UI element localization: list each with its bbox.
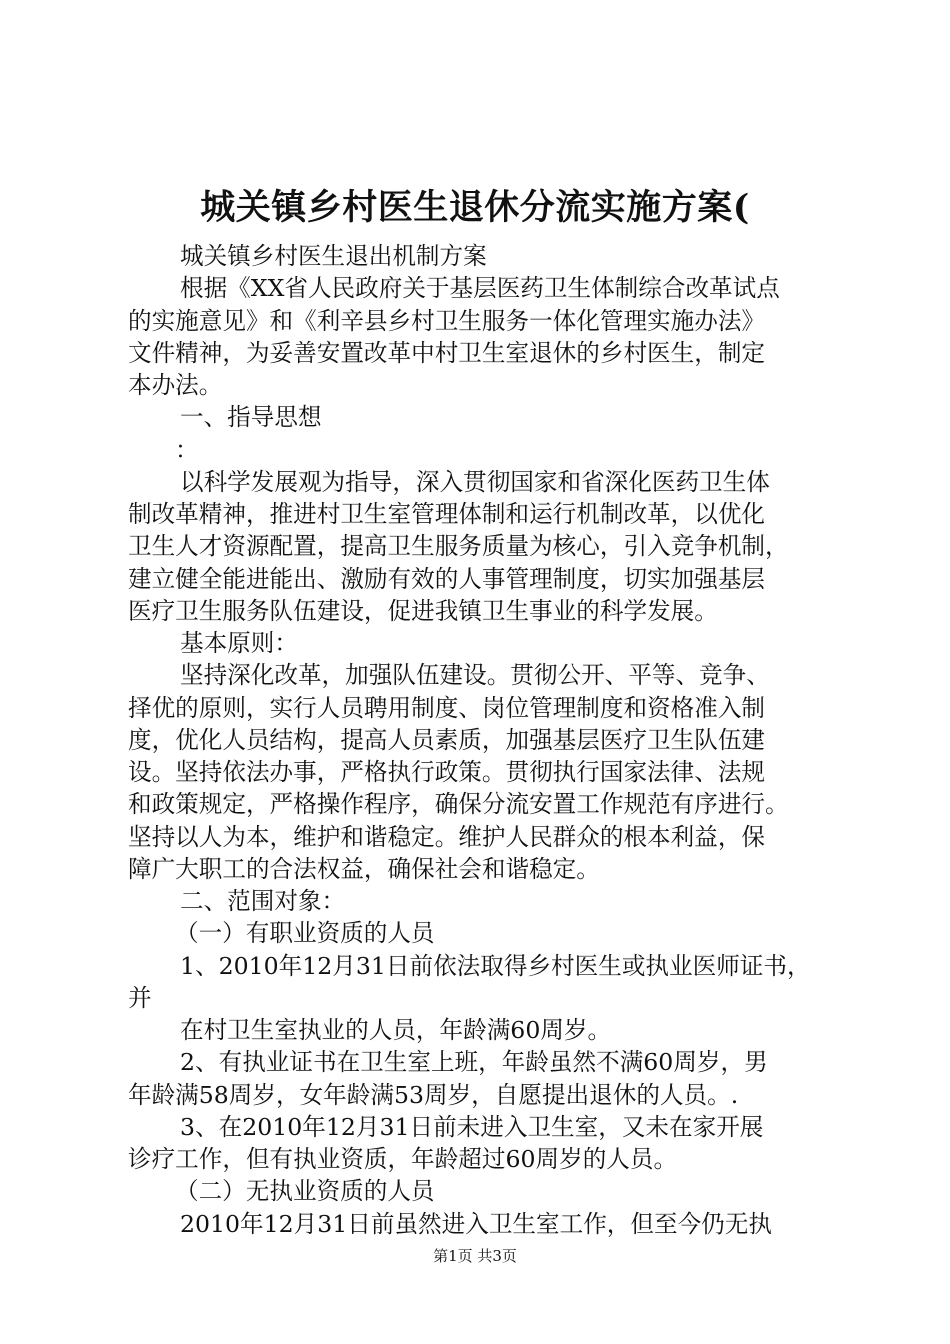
paragraph-line: ： <box>175 435 199 464</box>
paragraph-line: 2、有执业证书在卫生室上班，年龄虽然不满60周岁，男 <box>180 1048 768 1077</box>
document-body <box>128 240 838 1240</box>
paragraph-line: 在村卫生室执业的人员，年龄满60周岁。 <box>180 1016 612 1044</box>
paragraph-line: 城关镇乡村医生退出机制方案 <box>180 242 487 270</box>
paragraph-line: 卫生人才资源配置，提高卫生服务质量为核心，引入竞争机制， <box>128 532 789 561</box>
subsection-heading: （一）有职业资质的人员 <box>175 919 435 948</box>
paragraph-line: 设。坚持依法办事，严格执行政策。贯彻执行国家法律、法规 <box>128 758 766 786</box>
paragraph-line: 诊疗工作，但有执业资质，年龄超过60周岁的人员。 <box>128 1145 678 1173</box>
paragraph-line: 的实施意见》和《利辛县乡村卫生服务一体化管理实施办法》 <box>128 306 766 335</box>
paragraph-line: 障广大职工的合法权益，确保社会和谐稳定。 <box>128 854 600 883</box>
paragraph-line: 坚持深化改革，加强队伍建设。贯彻公开、平等、竞争、 <box>180 661 770 690</box>
section-heading: 二、范围对象： <box>180 887 346 915</box>
document-title: 城关镇乡村医生退休分流实施方案( <box>200 187 750 228</box>
paragraph-line: 制改革精神，推进村卫生室管理体制和运行机制改革，以优化 <box>128 500 766 528</box>
section-heading: 一、指导思想 <box>180 403 322 432</box>
paragraph-line: 医疗卫生服务队伍建设，促进我镇卫生事业的科学发展。 <box>128 596 718 625</box>
paragraph-line: 并 <box>128 983 152 1012</box>
paragraph-line: 本办法。 <box>128 371 223 399</box>
paragraph-line: 年龄满58周岁，女年龄满53周岁，自愿提出退休的人员。. <box>128 1080 739 1109</box>
paragraph-line: 择优的原则，实行人员聘用制度、岗位管理制度和资格准入制 <box>128 693 766 722</box>
paragraph-line: 3、在2010年12月31日前未进入卫生室，又未在家开展 <box>180 1112 764 1141</box>
paragraph-line: 1、2010年12月31日前依法取得乡村医生或执业医师证书， <box>180 951 811 980</box>
section-heading: 基本原则： <box>180 629 298 657</box>
paragraph-line: 2010年12月31日前虽然进入卫生室工作，但至今仍无执 <box>180 1209 772 1238</box>
paragraph-line: 根据《XX省人民政府关于基层医药卫生体制综合改革试点 <box>180 274 780 303</box>
paragraph-line: 文件精神，为妥善安置改革中村卫生室退休的乡村医生，制定 <box>128 338 766 367</box>
paragraph-line: 度，优化人员结构，提高人员素质，加强基层医疗卫生队伍建 <box>128 725 766 754</box>
paragraph-line: 坚持以人为本，维护和谐稳定。维护人民群众的根本利益，保 <box>128 822 766 851</box>
paragraph-line: 建立健全能进能出、激励有效的人事管理制度，切实加强基层 <box>128 564 766 593</box>
paragraph-line: 和政策规定，严格操作程序，确保分流安置工作规范有序进行。 <box>128 790 789 819</box>
paragraph-line: 以科学发展观为指导，深入贯彻国家和省深化医药卫生体 <box>180 467 770 496</box>
subsection-heading: （二）无执业资质的人员 <box>175 1177 435 1206</box>
page-footer: 第1页 共3页 <box>433 1247 517 1265</box>
